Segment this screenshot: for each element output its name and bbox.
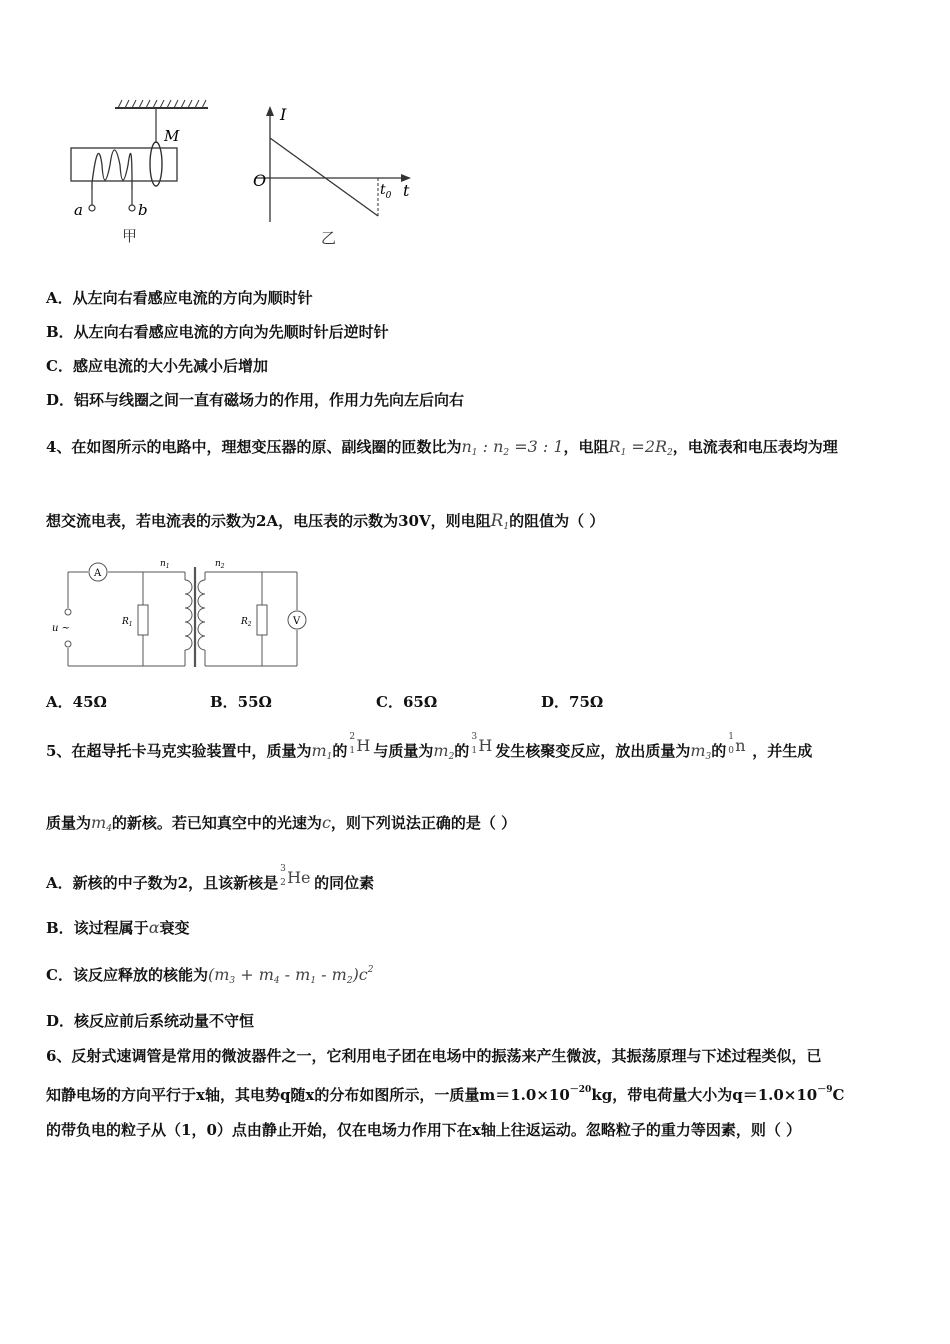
isotope-helium3: 3 2 He — [280, 864, 311, 888]
graph-axis-t: t — [403, 181, 410, 200]
source-label: u ~ — [52, 623, 70, 634]
graph-t0: $t_0$ — [380, 182, 392, 201]
q5-option-d: D．核反应前后系统动量不守恒 — [46, 1012, 255, 1030]
caption-jia: 甲 — [122, 227, 138, 245]
label-R1: $R_1$ — [122, 617, 133, 628]
isotope-deuterium: 2 1 H — [349, 732, 371, 756]
voltmeter-label: V — [293, 616, 301, 627]
q5-option-b: B．该过程属于α衰变 — [46, 918, 190, 937]
ammeter-label: A — [94, 568, 102, 579]
energy-expression: $(m_3 + m_4 - m_1 - m_2)c^2$ — [207, 965, 374, 986]
q5-option-a: A．新核的中子数为2，且该新核是 3 2 He 的同位素 — [46, 864, 375, 892]
q4-option-a: A．45Ω — [46, 693, 107, 711]
graph-origin-O: O — [253, 171, 267, 190]
label-M: M — [164, 127, 180, 145]
isotope-tritium: 3 1 H — [471, 732, 493, 756]
label-b: b — [138, 201, 148, 219]
figure-yi — [245, 100, 425, 250]
label-R2: $R_2$ — [241, 617, 252, 628]
q6-line-2: 知静电场的方向平行于x轴，其电势q随x的分布如图所示，一质量$m=1.0\times 10^{-20}kg$，带电荷量大小为$q=1.0\times 10^{-9}C$ — [46, 1085, 845, 1104]
q4-option-c: C．65Ω — [376, 693, 438, 711]
label-n1: $n_1$ — [160, 559, 170, 570]
q6-line-1: 6、反射式速调管是常用的微波器件之一，它利用电子团在电场中的振荡来产生微波，其振荡原理与下述过程类似，已 — [46, 1047, 822, 1065]
q4-line-1: 4、在如图所示的电路中，理想变压器的原、副线圈的匝数比为$n_1$ : $n_2 =3$ : 1，电阻$R_1 =2R_2$，电流表和电压表均为理 — [46, 437, 838, 458]
label-a: a — [74, 201, 83, 219]
caption-yi: 乙 — [321, 229, 337, 247]
q5-line-2: 质量为$m_4$的新核。若已知真空中的光速为c，则下列说法正确的是（ ） — [46, 813, 517, 834]
q4-option-b: B．55Ω — [210, 693, 272, 711]
q4-option-d: D．75Ω — [541, 693, 604, 711]
q4-line-2: 想交流电表，若电流表的示数为2A，电压表的示数为30V，则电阻$R_1$的阻值为（ ） — [46, 511, 605, 532]
q4-circuit-diagram — [50, 555, 310, 675]
q5-line-1: 5、在超导托卡马克实验装置中，质量为$m_1$的 2 1 H 与质量为$m_2$的 3 1 H 发生核聚变反应，放出质量为$m_3$的 1 0 n ，并生成 — [46, 732, 813, 762]
q5-option-c: C．该反应释放的核能为$(m_3 + m_4 - m_1 - m_2)c^2$ — [46, 965, 374, 986]
q3-option-d: D．铝环与线圈之间一直有磁场力的作用，作用力先向左后向右 — [46, 391, 465, 409]
figure-jia — [60, 95, 220, 255]
label-n2: $n_2$ — [215, 559, 225, 570]
isotope-neutron: 1 0 n — [728, 732, 746, 756]
graph-axis-I: I — [280, 105, 287, 124]
q3-option-a: A．从左向右看感应电流的方向为顺时针 — [46, 289, 313, 307]
q3-option-c: C．感应电流的大小先减小后增加 — [46, 357, 268, 375]
q3-option-b: B．从左向右看感应电流的方向为先顺时针后逆时针 — [46, 323, 389, 341]
q6-line-3: 的带负电的粒子从（1，0）点由静止开始，仅在电场力作用下在x轴上往返运动。忽略粒子的重力等因素，则（ ） — [46, 1121, 802, 1139]
